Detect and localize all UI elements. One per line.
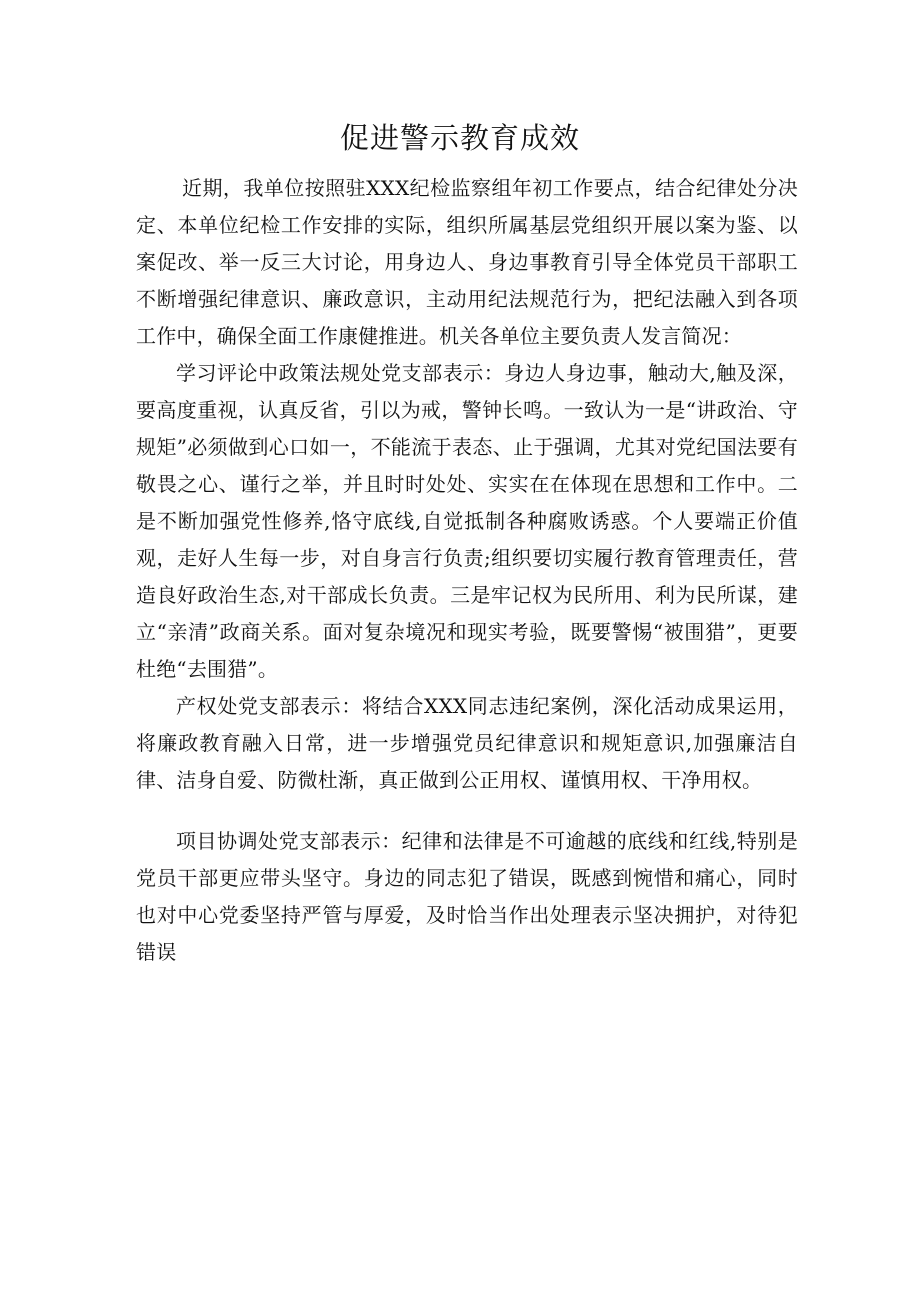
- paragraph-policy-branch: 学习评论中政策法规处党支部表示：身边人身边事，触动大,触及深，要高度重视，认真反省，引以为戒，警钟长鸣。一致认为一是“讲政治、守规矩”必须做到心口如一，不能流于表态、止于强调，尤其对党纪国法要有敬畏之心、谨行之举，并且时时处处、实实在在体现在思想和工作中。二是不断加强党性修养,恪守底线,自觉抵制各种腐败诱惑。个人要端正价值观，走好人生每一步，对自身言行负责;组织要切实履行教育管理责任，营造良好政治生态,对干部成长负责。三是牢记权为民所用、利为民所谋，建立“亲清”政商关系。面对复杂境况和现实考验，既要警惕“被围猎”，更要杜绝“去围猎”。: [136, 361, 798, 681]
- paragraph-property-branch: 产权处党支部表示：将结合XXX同志违纪案例，深化活动成果运用，将廉政教育融入日常，进一步增强党员纪律意识和规矩意识,加强廉洁自律、洁身自爱、防微杜渐，真正做到公正用权、谨慎用权、干净用权。: [136, 694, 798, 792]
- paragraph-intro: 近期，我单位按照驻XXX纪检监察组年初工作要点，结合纪律处分决定、本单位纪检工作安排的实际，组织所属基层党组织开展以案为鉴、以案促改、举一反三大讨论，用身边人、身边事教育引导全体党员干部职工不断增强纪律意识、廉政意识，主动用纪法规范行为，把纪法融入到各项工作中，确保全面工作康健推进。机关各单位主要负责人发言简况：: [136, 176, 798, 348]
- document-body: [136, 170, 798, 971]
- document-title: 促进警示教育成效: [339, 121, 580, 155]
- paragraph-project-branch: 项目协调处党支部表示：纪律和法律是不可逾越的底线和红线,特别是党员干部更应带头坚守。身边的同志犯了错误，既感到惋惜和痛心，同时也对中心党委坚持严管与厚爱，及时恰当作出处理表示坚决拥护，对待犯错误: [136, 829, 798, 964]
